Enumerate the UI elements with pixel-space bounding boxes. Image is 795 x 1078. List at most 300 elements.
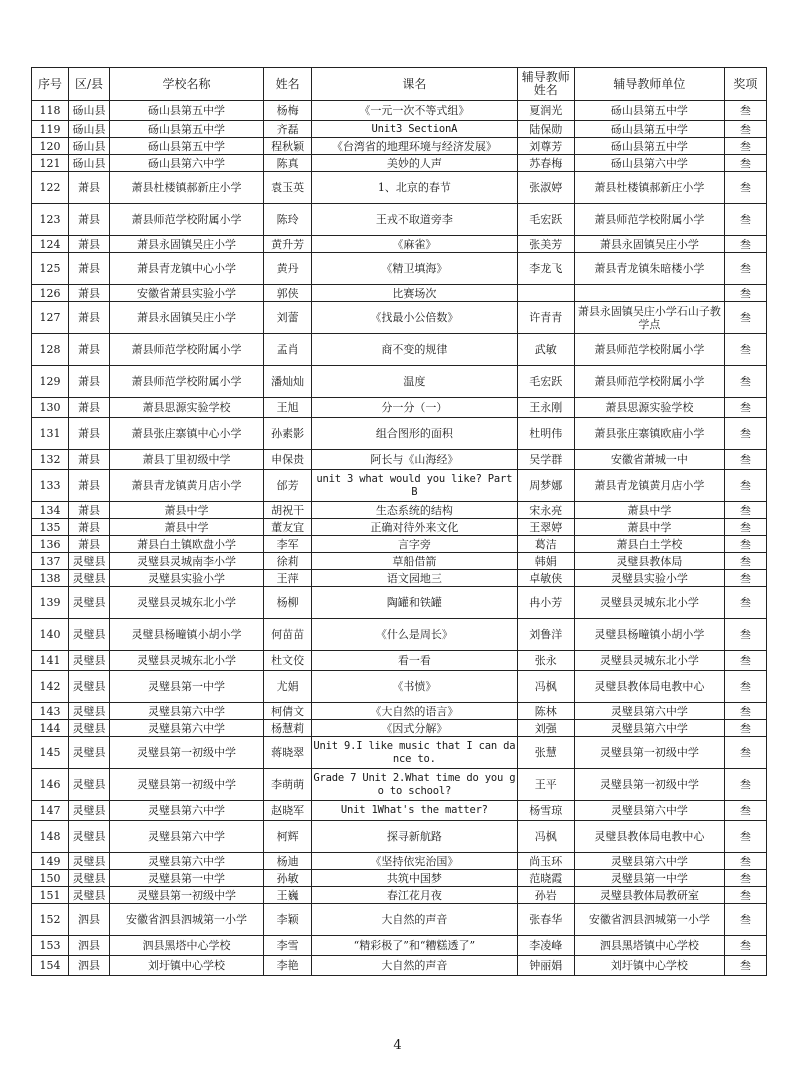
tutor-unit-cell: 灵璧县教体局教研室 (574, 887, 724, 904)
tutor-unit-cell: 刘圩镇中心学校 (574, 956, 724, 976)
tutor-cell: 毛宏跃 (517, 366, 574, 398)
table-row (32, 703, 767, 720)
course-cell: unit 3 what would you like? Part B (312, 470, 517, 502)
tutor-unit-cell: 灵璧县第六中学 (574, 801, 724, 821)
course-cell: Unit 9.I like music that I can dance to. (312, 737, 517, 769)
tutor-cell: 苏春梅 (517, 155, 574, 172)
table-row (32, 821, 767, 853)
school-cell: 灵璧县第六中学 (110, 853, 264, 870)
tutor-cell: 王翠婷 (517, 519, 574, 536)
serial-cell: 139 (32, 587, 69, 619)
tutor-cell: 武敏 (517, 334, 574, 366)
name-cell: 李颖 (263, 904, 311, 936)
award-cell: 叁 (724, 936, 766, 956)
table-row (32, 470, 767, 502)
school-cell: 灵璧县第六中学 (110, 703, 264, 720)
county-cell: 萧县 (68, 450, 109, 470)
tutor-cell: 王永刚 (517, 398, 574, 418)
award-cell: 叁 (724, 236, 766, 253)
header-tutor-unit: 辅导教师单位 (574, 68, 724, 101)
school-cell: 砀山县第五中学 (110, 121, 264, 138)
award-cell: 叁 (724, 204, 766, 236)
table-row (32, 285, 767, 302)
name-cell: 尤娟 (263, 671, 311, 703)
tutor-cell: 夏润光 (517, 101, 574, 121)
name-cell: 齐磊 (263, 121, 311, 138)
serial-cell: 130 (32, 398, 69, 418)
award-cell: 叁 (724, 703, 766, 720)
county-cell: 灵璧县 (68, 737, 109, 769)
serial-cell: 143 (32, 703, 69, 720)
name-cell: 程秋颖 (263, 138, 311, 155)
school-cell: 安徽省萧县实验小学 (110, 285, 264, 302)
table-row (32, 671, 767, 703)
school-cell: 砀山县第六中学 (110, 155, 264, 172)
school-cell: 萧县张庄寨镇中心小学 (110, 418, 264, 450)
table-row (32, 936, 767, 956)
name-cell: 赵晓军 (263, 801, 311, 821)
serial-cell: 147 (32, 801, 69, 821)
tutor-cell: 李凌峰 (517, 936, 574, 956)
award-cell: 叁 (724, 587, 766, 619)
school-cell: 萧县永固镇吴庄小学 (110, 236, 264, 253)
header-county: 区/县 (68, 68, 109, 101)
name-cell: 申保贵 (263, 450, 311, 470)
serial-cell: 136 (32, 536, 69, 553)
tutor-unit-cell: 灵璧县第一初级中学 (574, 737, 724, 769)
county-cell: 泗县 (68, 936, 109, 956)
serial-cell: 154 (32, 956, 69, 976)
award-cell: 叁 (724, 821, 766, 853)
serial-cell: 145 (32, 737, 69, 769)
course-cell: 《精卫填海》 (312, 253, 517, 285)
course-cell: 大自然的声音 (312, 904, 517, 936)
county-cell: 泗县 (68, 904, 109, 936)
award-cell: 叁 (724, 769, 766, 801)
tutor-unit-cell: 萧县杜楼镇郝新庄小学 (574, 172, 724, 204)
award-cell: 叁 (724, 619, 766, 651)
course-cell: 言字旁 (312, 536, 517, 553)
tutor-cell: 周梦娜 (517, 470, 574, 502)
award-cell: 叁 (724, 302, 766, 334)
county-cell: 灵璧县 (68, 887, 109, 904)
table-row (32, 366, 767, 398)
table-row (32, 737, 767, 769)
county-cell: 灵璧县 (68, 619, 109, 651)
table-row (32, 172, 767, 204)
county-cell: 灵璧县 (68, 769, 109, 801)
tutor-cell: 范晓霞 (517, 870, 574, 887)
table-row (32, 450, 767, 470)
tutor-unit-cell: 萧县思源实验学校 (574, 398, 724, 418)
course-cell: 组合图形的面积 (312, 418, 517, 450)
tutor-unit-cell: 砀山县第五中学 (574, 101, 724, 121)
tutor-cell: 张慧 (517, 737, 574, 769)
name-cell: 杜文佼 (263, 651, 311, 671)
county-cell: 泗县 (68, 956, 109, 976)
table-row (32, 236, 767, 253)
school-cell: 萧县杜楼镇郝新庄小学 (110, 172, 264, 204)
tutor-cell: 韩娟 (517, 553, 574, 570)
course-cell: 《因式分解》 (312, 720, 517, 737)
serial-cell: 133 (32, 470, 69, 502)
course-cell: 王戎不取道旁李 (312, 204, 517, 236)
table-row (32, 502, 767, 519)
tutor-unit-cell: 灵璧县教体局电教中心 (574, 671, 724, 703)
table-row (32, 853, 767, 870)
table-row (32, 418, 767, 450)
name-cell: 刘蕾 (263, 302, 311, 334)
name-cell: 杨迪 (263, 853, 311, 870)
tutor-unit-cell: 灵璧县杨疃镇小胡小学 (574, 619, 724, 651)
name-cell: 李萌萌 (263, 769, 311, 801)
course-cell: 美妙的人声 (312, 155, 517, 172)
course-cell: 草船借箭 (312, 553, 517, 570)
name-cell: 王萍 (263, 570, 311, 587)
name-cell: 柯倩文 (263, 703, 311, 720)
name-cell: 陈玲 (263, 204, 311, 236)
table-row (32, 904, 767, 936)
county-cell: 灵璧县 (68, 570, 109, 587)
name-cell: 杨梅 (263, 101, 311, 121)
tutor-unit-cell: 砀山县第六中学 (574, 155, 724, 172)
school-cell: 灵璧县灵城东北小学 (110, 651, 264, 671)
table-row (32, 204, 767, 236)
serial-cell: 151 (32, 887, 69, 904)
name-cell: 潘灿灿 (263, 366, 311, 398)
tutor-unit-cell: 灵璧县第六中学 (574, 853, 724, 870)
course-cell: 《台湾省的地理环境与经济发展》 (312, 138, 517, 155)
table-row (32, 651, 767, 671)
tutor-cell: 孙岩 (517, 887, 574, 904)
course-cell: 生态系统的结构 (312, 502, 517, 519)
county-cell: 萧县 (68, 204, 109, 236)
serial-cell: 126 (32, 285, 69, 302)
course-cell: 阿长与《山海经》 (312, 450, 517, 470)
school-cell: 灵璧县灵城东北小学 (110, 587, 264, 619)
tutor-cell: 张春华 (517, 904, 574, 936)
school-cell: 萧县师范学校附属小学 (110, 334, 264, 366)
award-cell: 叁 (724, 887, 766, 904)
name-cell: 董友宜 (263, 519, 311, 536)
award-cell: 叁 (724, 519, 766, 536)
award-cell: 叁 (724, 737, 766, 769)
county-cell: 灵璧县 (68, 821, 109, 853)
header-name: 姓名 (263, 68, 311, 101)
serial-cell: 135 (32, 519, 69, 536)
course-cell: Grade 7 Unit 2.What time do you go to school? (312, 769, 517, 801)
course-cell: 商不变的规律 (312, 334, 517, 366)
award-cell: 叁 (724, 904, 766, 936)
tutor-unit-cell: 萧县中学 (574, 519, 724, 536)
tutor-unit-cell: 萧县永固镇吴庄小学石山子教学点 (574, 302, 724, 334)
table-row (32, 801, 767, 821)
tutor-unit-cell: 泗县黑塔镇中心学校 (574, 936, 724, 956)
table-row (32, 587, 767, 619)
county-cell: 灵璧县 (68, 870, 109, 887)
tutor-cell: 杨雪琼 (517, 801, 574, 821)
county-cell: 萧县 (68, 366, 109, 398)
header-school: 学校名称 (110, 68, 264, 101)
serial-cell: 152 (32, 904, 69, 936)
table-row (32, 138, 767, 155)
tutor-cell: 刘鲁洋 (517, 619, 574, 651)
course-cell: 大自然的声音 (312, 956, 517, 976)
course-cell: Unit 1What's the matter? (312, 801, 517, 821)
course-cell: 比赛场次 (312, 285, 517, 302)
county-cell: 灵璧县 (68, 853, 109, 870)
serial-cell: 142 (32, 671, 69, 703)
tutor-cell: 张美芳 (517, 236, 574, 253)
serial-cell: 127 (32, 302, 69, 334)
tutor-unit-cell: 萧县张庄寨镇欧庙小学 (574, 418, 724, 450)
serial-cell: 123 (32, 204, 69, 236)
course-cell: Unit3 SectionA (312, 121, 517, 138)
table-row (32, 398, 767, 418)
course-cell: 《坚持依宪治国》 (312, 853, 517, 870)
school-cell: 灵璧县第一中学 (110, 671, 264, 703)
tutor-unit-cell: 灵璧县第六中学 (574, 703, 724, 720)
page-number: 4 (393, 1038, 402, 1053)
tutor-cell: 吴学群 (517, 450, 574, 470)
award-cell: 叁 (724, 253, 766, 285)
tutor-unit-cell: 灵璧县灵城东北小学 (574, 651, 724, 671)
tutor-unit-cell: 萧县中学 (574, 502, 724, 519)
tutor-cell: 葛洁 (517, 536, 574, 553)
school-cell: 刘圩镇中心学校 (110, 956, 264, 976)
header-serial: 序号 (32, 68, 69, 101)
table-row (32, 887, 767, 904)
tutor-unit-cell: 萧县师范学校附属小学 (574, 334, 724, 366)
serial-cell: 120 (32, 138, 69, 155)
name-cell: 李雪 (263, 936, 311, 956)
county-cell: 砀山县 (68, 138, 109, 155)
name-cell: 郭侠 (263, 285, 311, 302)
name-cell: 胡祝干 (263, 502, 311, 519)
school-cell: 安徽省泗县泗城第一小学 (110, 904, 264, 936)
serial-cell: 134 (32, 502, 69, 519)
name-cell: 王旭 (263, 398, 311, 418)
tutor-unit-cell: 安徽省泗县泗城第一小学 (574, 904, 724, 936)
name-cell: 蒋晓翠 (263, 737, 311, 769)
table-row (32, 870, 767, 887)
school-cell: 灵璧县实验小学 (110, 570, 264, 587)
award-cell: 叁 (724, 285, 766, 302)
award-cell: 叁 (724, 172, 766, 204)
school-cell: 灵璧县第一中学 (110, 870, 264, 887)
course-cell: 《什么是周长》 (312, 619, 517, 651)
school-cell: 灵璧县第六中学 (110, 801, 264, 821)
tutor-unit-cell: 灵璧县第一中学 (574, 870, 724, 887)
name-cell: 李艳 (263, 956, 311, 976)
tutor-unit-cell: 灵璧县实验小学 (574, 570, 724, 587)
course-cell: 语文园地三 (312, 570, 517, 587)
award-cell: 叁 (724, 101, 766, 121)
award-cell: 叁 (724, 536, 766, 553)
serial-cell: 144 (32, 720, 69, 737)
school-cell: 灵璧县第一初级中学 (110, 769, 264, 801)
table-row (32, 956, 767, 976)
name-cell: 陈真 (263, 155, 311, 172)
table-row (32, 570, 767, 587)
name-cell: 柯辉 (263, 821, 311, 853)
tutor-unit-cell: 萧县青龙镇黄月店小学 (574, 470, 724, 502)
award-cell: 叁 (724, 450, 766, 470)
award-cell: 叁 (724, 366, 766, 398)
tutor-unit-cell: 灵璧县灵城东北小学 (574, 587, 724, 619)
tutor-unit-cell: 安徽省萧城一中 (574, 450, 724, 470)
county-cell: 灵璧县 (68, 587, 109, 619)
tutor-cell: 尚玉环 (517, 853, 574, 870)
tutor-unit-cell: 灵璧县教体局 (574, 553, 724, 570)
serial-cell: 131 (32, 418, 69, 450)
award-cell: 叁 (724, 870, 766, 887)
serial-cell: 122 (32, 172, 69, 204)
tutor-cell: 刘尊芳 (517, 138, 574, 155)
tutor-unit-cell: 萧县师范学校附属小学 (574, 366, 724, 398)
course-cell: 共筑中国梦 (312, 870, 517, 887)
county-cell: 灵璧县 (68, 801, 109, 821)
school-cell: 萧县中学 (110, 519, 264, 536)
school-cell: 萧县师范学校附属小学 (110, 204, 264, 236)
tutor-cell: 李龙飞 (517, 253, 574, 285)
school-cell: 灵璧县第六中学 (110, 720, 264, 737)
serial-cell: 129 (32, 366, 69, 398)
table-row (32, 302, 767, 334)
county-cell: 萧县 (68, 536, 109, 553)
course-cell: 陶罐和铁罐 (312, 587, 517, 619)
serial-cell: 153 (32, 936, 69, 956)
tutor-unit-cell: 灵璧县教体局电教中心 (574, 821, 724, 853)
award-list-document (31, 67, 767, 976)
school-cell: 砀山县第五中学 (110, 138, 264, 155)
award-cell: 叁 (724, 651, 766, 671)
tutor-unit-cell: 砀山县第五中学 (574, 121, 724, 138)
award-cell: 叁 (724, 138, 766, 155)
county-cell: 砀山县 (68, 121, 109, 138)
school-cell: 萧县青龙镇中心小学 (110, 253, 264, 285)
tutor-cell: 陆保勋 (517, 121, 574, 138)
school-cell: 灵璧县杨疃镇小胡小学 (110, 619, 264, 651)
tutor-cell: 陈林 (517, 703, 574, 720)
county-cell: 灵璧县 (68, 720, 109, 737)
serial-cell: 132 (32, 450, 69, 470)
school-cell: 萧县师范学校附属小学 (110, 366, 264, 398)
tutor-cell: 刘强 (517, 720, 574, 737)
tutor-cell: 冉小芳 (517, 587, 574, 619)
school-cell: 砀山县第五中学 (110, 101, 264, 121)
name-cell: 李军 (263, 536, 311, 553)
county-cell: 萧县 (68, 334, 109, 366)
name-cell: 孙素影 (263, 418, 311, 450)
county-cell: 萧县 (68, 398, 109, 418)
county-cell: 灵璧县 (68, 553, 109, 570)
award-cell: 叁 (724, 121, 766, 138)
table-row (32, 101, 767, 121)
award-table (31, 67, 767, 976)
table-row (32, 334, 767, 366)
award-cell: 叁 (724, 553, 766, 570)
table-row (32, 720, 767, 737)
name-cell: 何苗苗 (263, 619, 311, 651)
course-cell: 春江花月夜 (312, 887, 517, 904)
award-cell: 叁 (724, 853, 766, 870)
county-cell: 灵璧县 (68, 651, 109, 671)
tutor-unit-cell: 萧县白土学校 (574, 536, 724, 553)
course-cell: 1、北京的春节 (312, 172, 517, 204)
tutor-cell: 王平 (517, 769, 574, 801)
course-cell: 看一看 (312, 651, 517, 671)
school-cell: 灵璧县第一初级中学 (110, 887, 264, 904)
tutor-cell: 卓敏侠 (517, 570, 574, 587)
course-cell: 正确对待外来文化 (312, 519, 517, 536)
name-cell: 孙敏 (263, 870, 311, 887)
award-cell: 叁 (724, 418, 766, 450)
award-cell: 叁 (724, 671, 766, 703)
county-cell: 萧县 (68, 418, 109, 450)
school-cell: 萧县永固镇吴庄小学 (110, 302, 264, 334)
name-cell: 邰芳 (263, 470, 311, 502)
county-cell: 萧县 (68, 470, 109, 502)
course-cell: 《书愤》 (312, 671, 517, 703)
tutor-cell: 冯枫 (517, 671, 574, 703)
tutor-cell: 许青青 (517, 302, 574, 334)
tutor-cell: 钟丽娟 (517, 956, 574, 976)
serial-cell: 141 (32, 651, 69, 671)
serial-cell: 121 (32, 155, 69, 172)
county-cell: 砀山县 (68, 155, 109, 172)
course-cell: 《一元一次不等式组》 (312, 101, 517, 121)
course-cell: 分一分（一） (312, 398, 517, 418)
tutor-unit-cell: 萧县永固镇吴庄小学 (574, 236, 724, 253)
award-cell: 叁 (724, 720, 766, 737)
award-cell: 叁 (724, 398, 766, 418)
county-cell: 萧县 (68, 253, 109, 285)
course-cell: “精彩极了”和“糟糕透了” (312, 936, 517, 956)
county-cell: 萧县 (68, 502, 109, 519)
serial-cell: 137 (32, 553, 69, 570)
county-cell: 灵璧县 (68, 671, 109, 703)
name-cell: 杨慧莉 (263, 720, 311, 737)
table-row (32, 155, 767, 172)
table-row (32, 769, 767, 801)
school-cell: 萧县思源实验学校 (110, 398, 264, 418)
course-cell: 温度 (312, 366, 517, 398)
name-cell: 杨柳 (263, 587, 311, 619)
header-course: 课名 (312, 68, 517, 101)
course-cell: 《找最小公倍数》 (312, 302, 517, 334)
county-cell: 萧县 (68, 302, 109, 334)
course-cell: 探寻新航路 (312, 821, 517, 853)
school-cell: 萧县青龙镇黄月店小学 (110, 470, 264, 502)
award-cell: 叁 (724, 570, 766, 587)
tutor-unit-cell: 萧县青龙镇朱暗楼小学 (574, 253, 724, 285)
award-cell: 叁 (724, 502, 766, 519)
award-cell: 叁 (724, 334, 766, 366)
school-cell: 泗县黑塔中心学校 (110, 936, 264, 956)
tutor-unit-cell: 砀山县第五中学 (574, 138, 724, 155)
county-cell: 砀山县 (68, 101, 109, 121)
award-cell: 叁 (724, 956, 766, 976)
table-row (32, 121, 767, 138)
tutor-unit-cell: 萧县师范学校附属小学 (574, 204, 724, 236)
award-cell: 叁 (724, 801, 766, 821)
award-cell: 叁 (724, 155, 766, 172)
county-cell: 萧县 (68, 172, 109, 204)
serial-cell: 125 (32, 253, 69, 285)
serial-cell: 146 (32, 769, 69, 801)
serial-cell: 138 (32, 570, 69, 587)
